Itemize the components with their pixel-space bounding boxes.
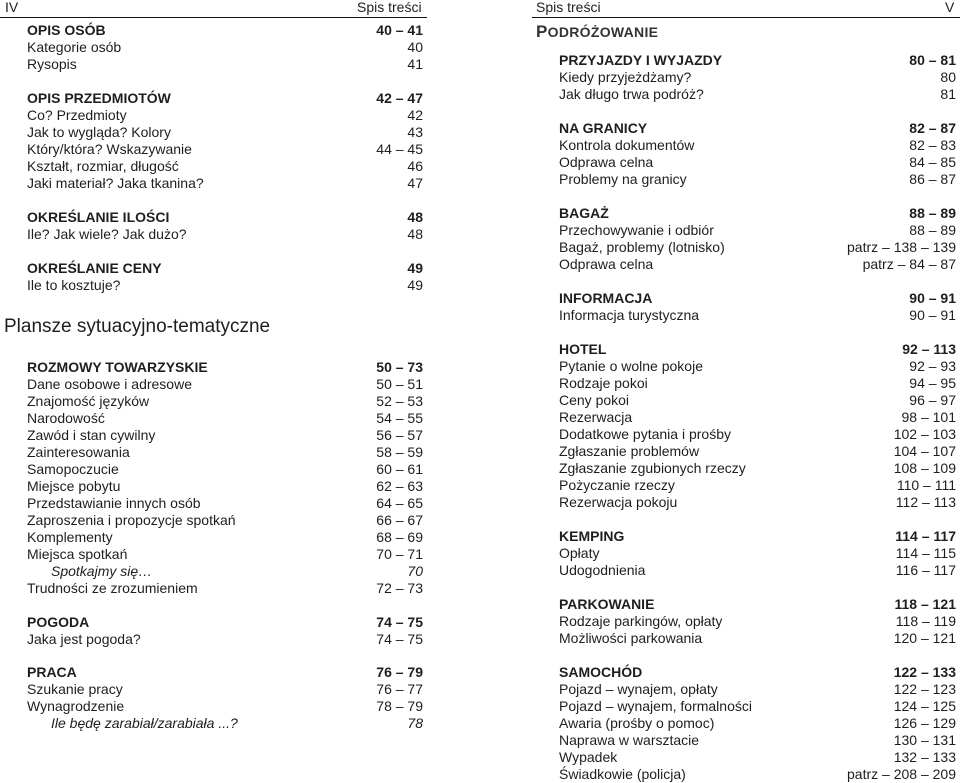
toc-entry-title: OKREŚLANIE CENY <box>27 260 162 276</box>
toc-entry-title: Kategorie osób <box>27 39 122 55</box>
toc-entry-title: Naprawa w warsztacie <box>559 732 700 748</box>
toc-page-ref: 82 – 83 <box>909 137 956 153</box>
toc-entry-title: Zawód i stan cywilny <box>27 427 156 443</box>
toc-entry-title: Pożyczanie rzeczy <box>559 477 675 493</box>
toc-page-ref: 88 – 89 <box>909 205 956 221</box>
toc-page-ref: 124 – 125 <box>893 698 956 714</box>
toc-page-ref: 68 – 69 <box>376 529 423 545</box>
toc-page-ref: 132 – 133 <box>893 749 956 765</box>
toc-page-ref: 48 <box>407 226 423 242</box>
toc-entry[interactable] <box>27 107 423 124</box>
toc-entry-title: Co? Przedmioty <box>27 107 127 123</box>
toc-entry[interactable] <box>559 426 956 443</box>
toc-page-ref: 84 – 85 <box>909 154 956 170</box>
left-page-number: IV <box>5 0 19 15</box>
toc-entry-title: Problemy na granicy <box>559 171 687 187</box>
toc-group <box>27 22 423 73</box>
toc-entry-title: Zgłaszanie zgubionych rzeczy <box>559 460 746 476</box>
toc-group <box>559 528 956 579</box>
toc-page-ref: 130 – 131 <box>893 732 956 748</box>
toc-group <box>559 596 956 647</box>
toc-entry[interactable] <box>559 256 956 273</box>
toc-entry-title: Awaria (prośby o pomoc) <box>559 715 715 731</box>
toc-group <box>27 90 423 192</box>
toc-entry-title: Rezerwacja <box>559 409 633 425</box>
toc-page-ref: 62 – 63 <box>376 478 423 494</box>
toc-entry-title: Ile? Jak wiele? Jak dużo? <box>27 226 187 242</box>
toc-entry-title: Pojazd – wynajem, formalności <box>559 698 752 714</box>
toc-page-ref: 92 – 113 <box>902 341 956 357</box>
toc-section-heading[interactable] <box>559 341 956 358</box>
toc-entry-title: KEMPING <box>559 528 625 544</box>
toc-section-heading[interactable] <box>559 52 956 69</box>
toc-entry[interactable] <box>559 681 956 698</box>
toc-group <box>559 52 956 103</box>
toc-entry[interactable] <box>559 494 956 511</box>
toc-entry[interactable] <box>27 580 423 597</box>
toc-entry-title: Rodzaje pokoi <box>559 375 648 391</box>
toc-entry-title: Odprawa celna <box>559 256 654 272</box>
toc-section-heading[interactable] <box>27 22 423 39</box>
toc-page-ref: 78 – 79 <box>376 698 423 714</box>
toc-entry-title: OKREŚLANIE ILOŚCI <box>27 209 170 225</box>
toc-page-ref: 58 – 59 <box>376 444 423 460</box>
toc-entry[interactable] <box>559 137 956 154</box>
toc-page-ref: 70 – 71 <box>376 546 423 562</box>
toc-group <box>559 205 956 273</box>
toc-page-ref: 78 <box>407 715 423 731</box>
toc-group <box>27 359 423 597</box>
toc-page-ref: 98 – 101 <box>901 409 956 425</box>
toc-entry[interactable] <box>559 698 956 715</box>
toc-entry[interactable] <box>559 222 956 239</box>
toc-entry-title: Ceny pokoi <box>559 392 630 408</box>
toc-entry-title: BAGAŻ <box>559 205 609 221</box>
toc-entry[interactable] <box>559 460 956 477</box>
toc-entry-title: NA GRANICY <box>559 120 648 136</box>
toc-section-heading[interactable] <box>27 614 423 631</box>
toc-page-ref: 86 – 87 <box>909 171 956 187</box>
toc-entry[interactable] <box>559 766 956 783</box>
toc-entry[interactable] <box>27 461 423 478</box>
toc-entry-title: Komplementy <box>27 529 113 545</box>
toc-page-ref: 122 – 133 <box>893 664 956 680</box>
toc-entry-title: PRACA <box>27 664 77 680</box>
toc-page-ref: 80 – 81 <box>909 52 956 68</box>
toc-section-heading[interactable] <box>559 528 956 545</box>
toc-page-ref: 114 – 115 <box>895 545 956 561</box>
toc-entry[interactable] <box>27 681 423 698</box>
toc-entry-title: Informacja turystyczna <box>559 307 700 323</box>
toc-group <box>27 614 423 648</box>
toc-entry[interactable] <box>27 631 423 648</box>
toc-entry[interactable] <box>27 175 423 192</box>
toc-page-ref: patrz – 138 – 139 <box>847 239 956 255</box>
toc-page-ref: 76 – 77 <box>376 681 423 697</box>
toc-page-ref: 44 – 45 <box>376 141 423 157</box>
toc-entry[interactable] <box>27 478 423 495</box>
toc-page-ref: 70 <box>407 563 423 579</box>
toc-page-ref: 42 <box>407 107 423 123</box>
toc-group <box>559 120 956 188</box>
toc-entry-title: HOTEL <box>559 341 607 357</box>
toc-entry-title: Udogodnienia <box>559 562 646 578</box>
toc-page-ref: 52 – 53 <box>376 393 423 409</box>
toc-entry-title: Wynagrodzenie <box>27 698 125 714</box>
toc-section-heading[interactable] <box>559 596 956 613</box>
toc-page-ref: 94 – 95 <box>909 375 956 391</box>
toc-page-ref: 40 – 41 <box>376 22 423 38</box>
toc-group <box>559 341 956 511</box>
toc-entry-title: Narodowość <box>27 410 105 426</box>
toc-entry[interactable] <box>27 141 423 158</box>
toc-entry[interactable] <box>559 630 956 647</box>
toc-page-ref: 72 – 73 <box>376 580 423 596</box>
left-running-title: Spis treści <box>357 0 422 15</box>
toc-section-heading[interactable] <box>27 90 423 107</box>
toc-entry[interactable] <box>559 375 956 392</box>
toc-entry[interactable] <box>27 563 423 580</box>
toc-entry-title: Ile to kosztuje? <box>27 277 121 293</box>
toc-entry[interactable] <box>27 226 423 243</box>
toc-entry-title: Dane osobowe i adresowe <box>27 376 192 392</box>
toc-page-ref: 118 – 121 <box>894 596 956 612</box>
toc-entry-title: Ile będę zarabiał/zarabiała ...? <box>51 715 238 731</box>
section-title: Plansze sytuacyjno-tematyczne <box>4 316 271 337</box>
toc-entry[interactable] <box>559 171 956 188</box>
toc-page-ref: 54 – 55 <box>376 410 423 426</box>
toc-entry-title: SAMOCHÓD <box>559 664 643 680</box>
toc-section-heading[interactable] <box>559 664 956 681</box>
toc-entry[interactable] <box>27 39 423 56</box>
toc-entry-title: Wypadek <box>559 749 618 765</box>
toc-entry[interactable] <box>559 477 956 494</box>
toc-entry-title: Samopoczucie <box>27 461 119 477</box>
toc-entry[interactable] <box>559 545 956 562</box>
toc-entry[interactable] <box>559 443 956 460</box>
right-header-rule <box>532 17 960 18</box>
toc-entry-title: Możliwości parkowania <box>559 630 703 646</box>
toc-entry-title: OPIS PRZEDMIOTÓW <box>27 90 171 106</box>
toc-page-ref: 43 <box>407 124 423 140</box>
toc-page-ref: 120 – 121 <box>893 630 956 646</box>
toc-entry-title: Bagaż, problemy (lotnisko) <box>559 239 725 255</box>
toc-page-ref: 41 <box>407 56 423 72</box>
toc-entry-title: Odprawa celna <box>559 154 654 170</box>
toc-page-ref: 64 – 65 <box>376 495 423 511</box>
toc-entry[interactable] <box>27 393 423 410</box>
toc-section-heading[interactable] <box>27 359 423 376</box>
toc-page-ref: 49 <box>407 260 423 276</box>
toc-page-ref: 48 <box>407 209 423 225</box>
toc-entry-title: Który/która? Wskazywanie <box>27 141 192 157</box>
toc-entry[interactable] <box>27 512 423 529</box>
toc-entry[interactable] <box>559 392 956 409</box>
toc-entry[interactable] <box>27 546 423 563</box>
toc-entry[interactable] <box>559 154 956 171</box>
toc-entry[interactable] <box>559 613 956 630</box>
toc-entry-title: Przedstawianie innych osób <box>27 495 201 511</box>
toc-entry-title: PARKOWANIE <box>559 596 655 612</box>
toc-page-ref: 108 – 109 <box>893 460 956 476</box>
toc-entry[interactable] <box>559 715 956 732</box>
toc-page-ref: 50 – 51 <box>376 376 423 392</box>
toc-entry-title: Jaka jest pogoda? <box>27 631 141 647</box>
toc-entry-title: ROZMOWY TOWARZYSKIE <box>27 359 208 375</box>
toc-entry[interactable] <box>27 56 423 73</box>
toc-page-ref: 110 – 111 <box>896 477 956 493</box>
toc-page-ref: 47 <box>407 175 423 191</box>
toc-entry-title: Znajomość języków <box>27 393 150 409</box>
toc-page-ref: 76 – 79 <box>376 664 423 680</box>
toc-section-heading[interactable] <box>27 664 423 681</box>
toc-page-ref: 88 – 89 <box>909 222 956 238</box>
toc-entry-title: POGODA <box>27 614 90 630</box>
toc-page-ref: 66 – 67 <box>376 512 423 528</box>
toc-page-ref: 126 – 129 <box>893 715 956 731</box>
toc-entry[interactable] <box>559 69 956 86</box>
toc-page-ref: 102 – 103 <box>893 426 956 442</box>
toc-entry[interactable] <box>27 715 423 732</box>
toc-page-ref: 92 – 93 <box>909 358 956 374</box>
toc-entry[interactable] <box>559 358 956 375</box>
toc-page-ref: 49 <box>407 277 423 293</box>
toc-entry-title: Miejsca spotkań <box>27 546 128 562</box>
toc-section-heading[interactable] <box>27 209 423 226</box>
toc-page-ref: patrz – 208 – 209 <box>847 766 956 782</box>
right-toc <box>559 52 956 783</box>
toc-entry-title: Opłaty <box>559 545 600 561</box>
toc-page-ref: 42 – 47 <box>376 90 423 106</box>
toc-page-ref: 90 – 91 <box>909 307 956 323</box>
toc-section-heading[interactable] <box>559 290 956 307</box>
toc-page-ref: 90 – 91 <box>909 290 956 306</box>
toc-entry[interactable] <box>27 529 423 546</box>
toc-entry-title: Pojazd – wynajem, opłaty <box>559 681 718 697</box>
toc-entry-title: Rodzaje parkingów, opłaty <box>559 613 723 629</box>
toc-entry-title: INFORMACJA <box>559 290 653 306</box>
toc-entry[interactable] <box>559 749 956 766</box>
toc-entry[interactable] <box>559 562 956 579</box>
toc-entry[interactable] <box>27 444 423 461</box>
toc-entry-title: Jak długo trwa podróż? <box>559 86 704 102</box>
left-toc-bottom <box>27 359 423 732</box>
toc-entry-title: Rezerwacja pokoju <box>559 494 678 510</box>
toc-page-ref: patrz – 84 – 87 <box>862 256 956 272</box>
toc-entry[interactable] <box>559 239 956 256</box>
toc-section-heading[interactable] <box>27 260 423 277</box>
toc-entry-title: Kiedy przyjeżdżamy? <box>559 69 692 85</box>
toc-entry[interactable] <box>27 277 423 294</box>
toc-page-ref: 82 – 87 <box>909 120 956 136</box>
toc-entry-title: Dodatkowe pytania i prośby <box>559 426 731 442</box>
toc-entry-title: OPIS OSÓB <box>27 22 106 38</box>
toc-page-ref: 81 <box>940 86 956 102</box>
toc-page-ref: 122 – 123 <box>893 681 956 697</box>
toc-entry-title: PRZYJAZDY I WYJAZDY <box>559 52 723 68</box>
right-running-title: Spis treści <box>536 0 601 15</box>
toc-page-ref: 116 – 117 <box>895 562 956 578</box>
toc-page-ref: 60 – 61 <box>376 461 423 477</box>
toc-entry[interactable] <box>559 86 956 103</box>
toc-entry-title: Jaki materiał? Jaka tkanina? <box>27 175 204 191</box>
toc-entry[interactable] <box>27 410 423 427</box>
toc-page-ref: 104 – 107 <box>893 443 956 459</box>
toc-page-ref: 74 – 75 <box>376 614 423 630</box>
toc-page-ref: 74 – 75 <box>376 631 423 647</box>
right-section-subtitle: PODRÓŻOWANIE <box>536 22 659 41</box>
toc-entry-title: Kontrola dokumentów <box>559 137 695 153</box>
toc-group <box>559 290 956 324</box>
toc-entry-title: Trudności ze zrozumieniem <box>27 580 198 596</box>
toc-page-ref: 112 – 113 <box>895 494 956 510</box>
toc-page-ref: 96 – 97 <box>909 392 956 408</box>
toc-page-ref: 118 – 119 <box>895 613 956 629</box>
toc-entry-title: Pytanie o wolne pokoje <box>559 358 703 374</box>
toc-entry[interactable] <box>27 427 423 444</box>
toc-entry[interactable] <box>27 376 423 393</box>
toc-group <box>27 664 423 732</box>
toc-entry-title: Miejsce pobytu <box>27 478 121 494</box>
toc-entry-title: Jak to wygląda? Kolory <box>27 124 171 140</box>
toc-entry-title: Zainteresowania <box>27 444 130 460</box>
toc-entry-title: Zgłaszanie problemów <box>559 443 700 459</box>
toc-entry-title: Kształt, rozmiar, długość <box>27 158 179 174</box>
toc-entry-title: Świadkowie (policja) <box>559 766 686 782</box>
toc-group <box>27 209 423 243</box>
toc-entry-title: Przechowywanie i odbiór <box>559 222 714 238</box>
toc-entry[interactable] <box>27 495 423 512</box>
toc-page-ref: 114 – 117 <box>895 528 956 544</box>
toc-page-ref: 40 <box>407 39 423 55</box>
toc-entry[interactable] <box>27 698 423 715</box>
toc-group <box>559 664 956 783</box>
left-header-rule <box>0 17 427 18</box>
toc-group <box>27 260 423 294</box>
toc-page-ref: 80 <box>940 69 956 85</box>
toc-section-heading[interactable] <box>559 205 956 222</box>
left-toc-top <box>27 22 423 294</box>
toc-entry-title: Rysopis <box>27 56 77 72</box>
toc-page-ref: 50 – 73 <box>376 359 423 375</box>
toc-page-ref: 56 – 57 <box>376 427 423 443</box>
toc-entry[interactable] <box>27 124 423 141</box>
toc-entry[interactable] <box>559 409 956 426</box>
toc-entry-title: Spotkajmy się… <box>51 563 153 579</box>
toc-entry-title: Szukanie pracy <box>27 681 123 697</box>
toc-entry-title: Zaproszenia i propozycje spotkań <box>27 512 236 528</box>
toc-page-ref: 46 <box>407 158 423 174</box>
toc-entry[interactable] <box>27 158 423 175</box>
toc-section-heading[interactable] <box>559 120 956 137</box>
right-page-number: V <box>945 0 955 15</box>
toc-entry[interactable] <box>559 307 956 324</box>
